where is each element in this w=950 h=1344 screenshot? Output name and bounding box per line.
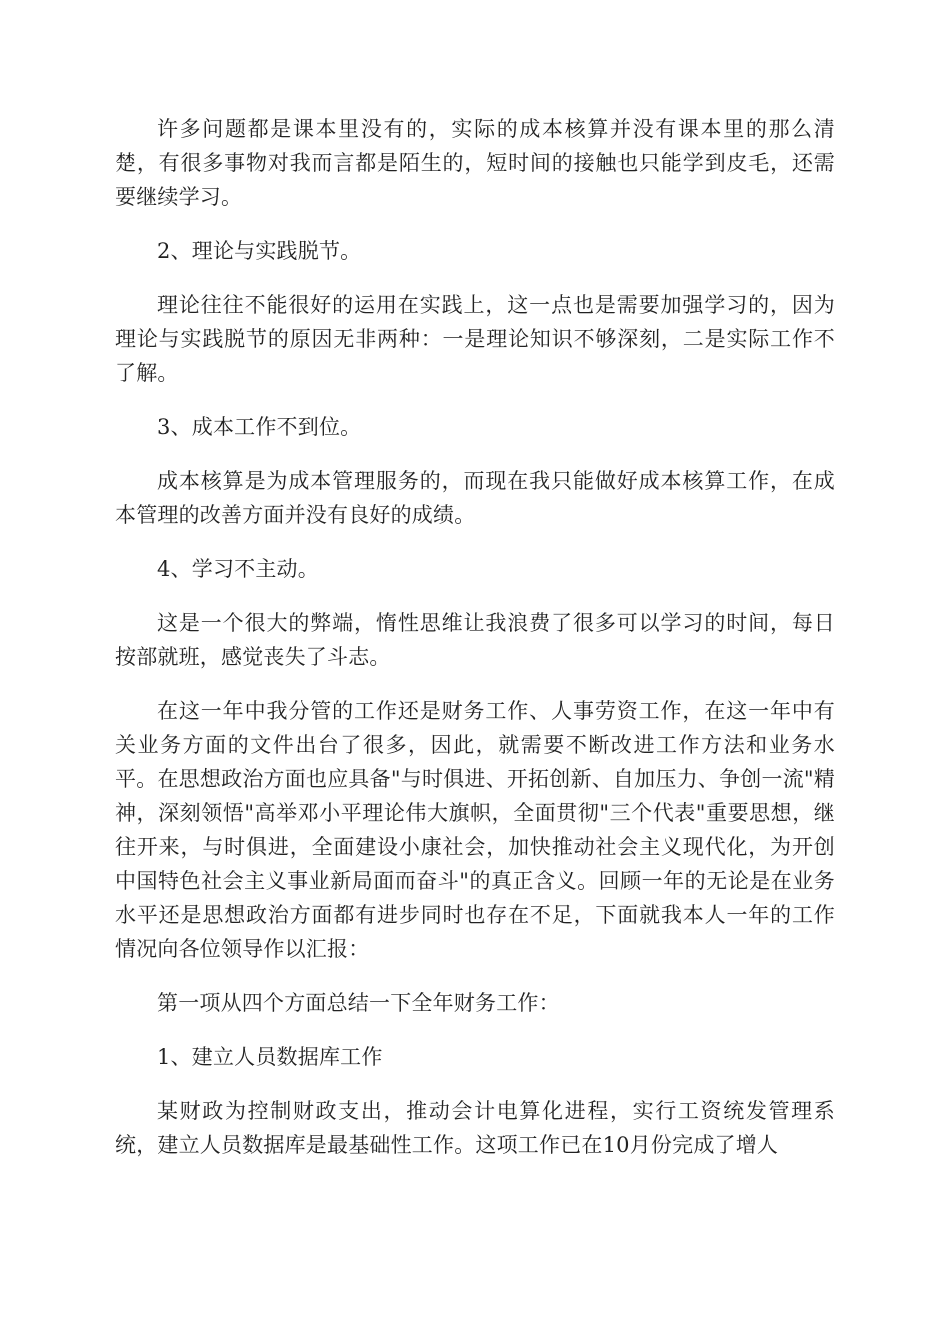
heading-theory-practice: 2、理论与实践脱节。 xyxy=(157,239,362,263)
paragraph-4: 这是一个很大的弊端，惰性思维让我浪费了很多可以学习的时间，每日按部就班，感觉丧失了斗志。 xyxy=(115,611,835,669)
paragraph-5: 在这一年中我分管的工作还是财务工作、人事劳资工作，在这一年中有关业务方面的文件出台了很多，因此，就需要不断改进工作方法和业务水平。在思想政治方面也应具备"与时俱进、开拓创新、自加压力、争创一流"精神，深刻领悟"高举邓小平理论伟大旗帜，全面贯彻"三个代表"重要思想，继往开来，与时俱进，全面建设小康社会，加快推动社会主义现代化，为开创中国特色社会主义事业新局面而奋斗"的真正含义。回顾一年的无论是在业务水平还是思想政治方面都有进步同时也存在不足，下面就我本人一年的工作情况向各位领导作以汇报： xyxy=(115,699,835,961)
heading-database: 1、建立人员数据库工作 xyxy=(157,1045,383,1069)
paragraph-1: 许多问题都是课本里没有的，实际的成本核算并没有课本里的那么清楚，有很多事物对我而言都是陌生的，短时间的接触也只能学到皮毛，还需要继续学习。 xyxy=(115,117,835,209)
paragraph-3: 成本核算是为成本管理服务的，而现在我只能做好成本核算工作，在成本管理的改善方面并没有良好的成绩。 xyxy=(115,469,835,527)
paragraph-7: 某财政为控制财政支出，推动会计电算化进程，实行工资统发管理系统，建立人员数据库是最基础性工作。这项工作已在10月份完成了增人 xyxy=(115,1099,835,1157)
heading-learning: 4、学习不主动。 xyxy=(157,557,319,581)
heading-cost-work: 3、成本工作不到位。 xyxy=(157,415,362,439)
document-body xyxy=(115,112,835,1182)
paragraph-2: 理论往往不能很好的运用在实践上，这一点也是需要加强学习的，因为理论与实践脱节的原因无非两种：一是理论知识不够深刻，二是实际工作不了解。 xyxy=(115,293,835,385)
paragraph-6: 第一项从四个方面总结一下全年财务工作： xyxy=(157,991,560,1015)
